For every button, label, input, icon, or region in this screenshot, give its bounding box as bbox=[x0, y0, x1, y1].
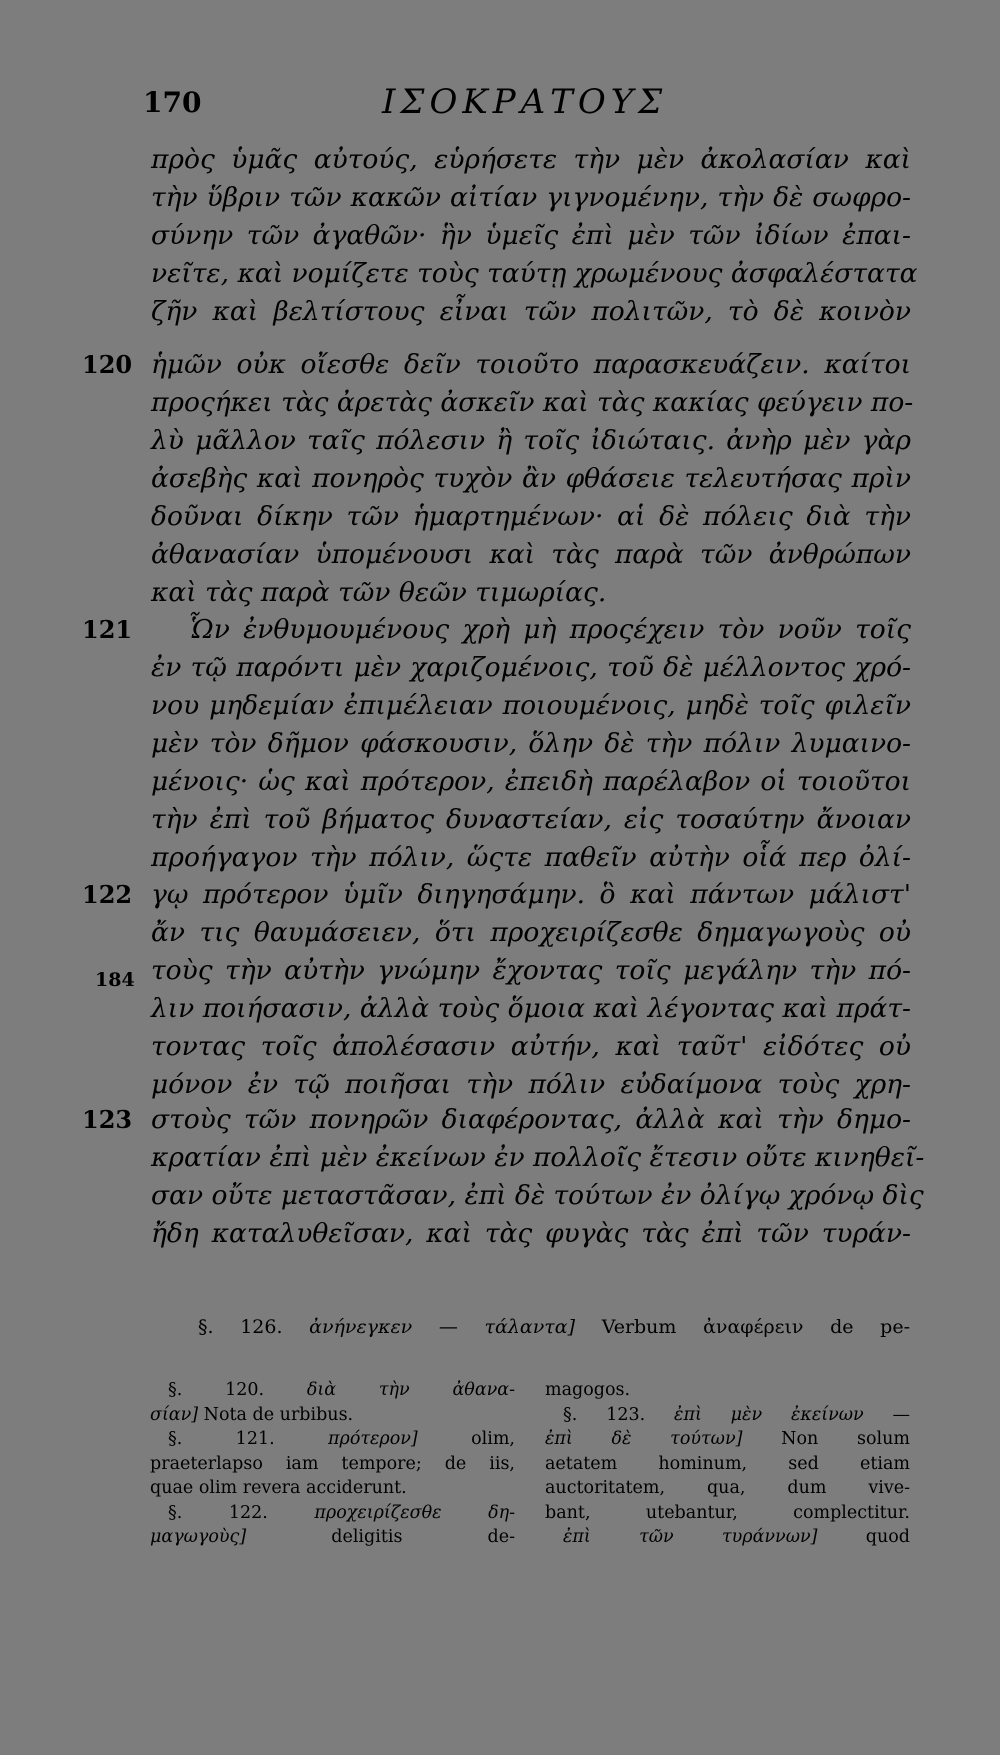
text-line: ἀθανασίαν ὑπομένουσι καὶ τὰς παρὰ τῶν ἀνθρώπων bbox=[151, 539, 911, 570]
footnote-lemma: διὰ τὴν ἀθανα- bbox=[306, 1380, 516, 1400]
text-line: δοῦναι δίκην τῶν ἡμαρτημένων· αἱ δὲ πόλεις διὰ τὴν bbox=[151, 501, 911, 532]
section-number-122: 122 bbox=[82, 880, 133, 909]
text-line: κρατίαν ἐπὶ μὲν ἐκείνων ἐν πολλοῖς ἔτεσιν οὔτε κινηθεῖ- bbox=[151, 1142, 925, 1173]
text-line: προςήκει τὰς ἀρετὰς ἀσκεῖν καὶ τὰς κακίας φεύγειν πο- bbox=[151, 387, 914, 418]
footnote-line bbox=[150, 1403, 515, 1428]
footnote-line bbox=[150, 1427, 515, 1452]
footnotes-right-column bbox=[545, 1378, 910, 1550]
footnote-ref: §. 122. bbox=[168, 1502, 268, 1523]
footnote-line: praeterlapso iam tempore; de iis, bbox=[150, 1453, 515, 1474]
page-header bbox=[0, 78, 1000, 128]
footnote-lemma: πρότερον] bbox=[328, 1429, 418, 1449]
footnote-lemma: μαγωγοὺς] bbox=[150, 1527, 247, 1547]
text-line: σαν οὔτε μεταστᾶσαν, ἐπὶ δὲ τούτων ἐν ὀλίγῳ χρόνῳ δὶς bbox=[151, 1180, 924, 1211]
text-line: ζῆν καὶ βελτίστους εἶναι τῶν πολιτῶν, τὸ δὲ κοινὸν bbox=[151, 296, 911, 327]
text-line: τὴν ἐπὶ τοῦ βήματος δυναστείαν, εἰς τοσαύτην ἄνοιαν bbox=[151, 804, 911, 835]
footnote-lemma: ἐπὶ τῶν τυράννων] bbox=[563, 1527, 818, 1547]
text-line: γῳ πρότερον ὑμῖν διηγησάμην. ὃ καὶ πάντων μάλιστ' bbox=[151, 879, 911, 910]
footnote-lemma: σίαν] bbox=[150, 1404, 199, 1425]
footnote-line: quae olim revera acciderunt. bbox=[150, 1478, 407, 1498]
footnote-text: olim, bbox=[471, 1429, 515, 1449]
text-line: ἀσεβὴς καὶ πονηρὸς τυχὸν ἂν φθάσειε τελευτήσας πρὶν bbox=[151, 463, 911, 494]
text-line: ἤδη καταλυθεῖσαν, καὶ τὰς φυγὰς τὰς ἐπὶ τῶν τυράν- bbox=[151, 1218, 911, 1249]
footnote-lemma: ἐπὶ μὲν ἐκείνων — bbox=[674, 1404, 910, 1425]
footnote-text: Verbum ἀναφέρειν de pe- bbox=[601, 1316, 910, 1338]
text-line: ἐν τῷ παρόντι μὲν χαριζομένοις, τοῦ δὲ μέλλοντος χρό- bbox=[151, 652, 911, 683]
footnote-line bbox=[150, 1378, 515, 1403]
text-line: πρὸς ὑμᾶς αὐτούς, εὑρήσετε τὴν μὲν ἀκολασίαν καὶ bbox=[151, 144, 911, 175]
footnote-lemma: προχειρίζεσθε δη- bbox=[314, 1502, 515, 1523]
text-line: νου μηδεμίαν ἐπιμέλειαν ποιουμένοις, μηδὲ τοῖς φιλεῖν bbox=[151, 690, 911, 721]
text-line: νεῖτε, καὶ νομίζετε τοὺς ταύτῃ χρωμένους ἀσφαλέστατα bbox=[151, 258, 918, 289]
footnote-text: deligitis de- bbox=[331, 1527, 515, 1547]
text-line: ἡμῶν οὐκ οἴεσθε δεῖν τοιοῦτο παρασκευάζειν. καίτοι bbox=[151, 349, 911, 380]
footnote-ref: §. 120. bbox=[168, 1380, 265, 1400]
footnote-line: magogos. bbox=[545, 1380, 631, 1400]
text-line: Ὧν ἐνθυμουμένους χρὴ μὴ προςέχειν τὸν νοῦν τοῖς bbox=[188, 614, 911, 645]
text-line: λὺ μᾶλλον ταῖς πόλεσιν ἢ τοῖς ἰδιώταις. ἀνὴρ μὲν γὰρ bbox=[151, 425, 911, 456]
text-line: λιν ποιήσασιν, ἀλλὰ τοὺς ὅμοια καὶ λέγοντας καὶ πράτ- bbox=[151, 993, 911, 1024]
footnote-ref: §. 123. bbox=[563, 1404, 646, 1425]
footnote-ref: §. 126. bbox=[198, 1316, 283, 1338]
text-line: μὲν τὸν δῆμον φάσκουσιν, ὅλην δὲ τὴν πόλιν λυμαινο- bbox=[151, 728, 911, 759]
footnote-text: Non solum bbox=[781, 1429, 910, 1449]
footnote-line bbox=[150, 1525, 515, 1550]
footnote-line bbox=[545, 1427, 910, 1452]
text-line: στοὺς τῶν πονηρῶν διαφέροντας, ἀλλὰ καὶ τὴν δημο- bbox=[151, 1104, 911, 1135]
page-reference-184: 184 bbox=[95, 969, 135, 991]
footnote-text: Nota de urbibus. bbox=[203, 1404, 354, 1425]
footnote-ref: §. 121. bbox=[168, 1429, 275, 1449]
text-line: μένοις· ὡς καὶ πρότερον, ἐπειδὴ παρέλαβον οἱ τοιοῦτοι bbox=[151, 766, 911, 797]
text-line: μόνον ἐν τῷ ποιῆσαι τὴν πόλιν εὐδαίμονα τοὺς χρη- bbox=[151, 1069, 911, 1100]
text-line: ἄν τις θαυμάσειεν, ὅτι προχειρίζεσθε δημαγωγοὺς οὐ bbox=[151, 917, 911, 948]
footnote-line: auctoritatem, qua, dum vive- bbox=[545, 1478, 910, 1498]
section-number-120: 120 bbox=[82, 350, 133, 379]
footnote-line bbox=[150, 1501, 515, 1526]
footnote-line bbox=[545, 1403, 910, 1428]
text-line: καὶ τὰς παρὰ τῶν θεῶν τιμωρίας. bbox=[151, 577, 607, 608]
footnote-line bbox=[545, 1525, 910, 1550]
running-title: ΙΣΟΚΡΑΤΟΥΣ bbox=[382, 82, 668, 122]
footnote-lemma: ἀνήνεγκεν — τάλαντα] bbox=[309, 1316, 576, 1338]
text-line: τοντας τοῖς ἀπολέσασιν αὐτήν, καὶ ταῦτ' εἰδότες οὐ bbox=[151, 1031, 911, 1062]
text-line: τὴν ὕβριν τῶν κακῶν αἰτίαν γιγνομένην, τὴν δὲ σωφρο- bbox=[151, 182, 911, 213]
text-line: προήγαγον τὴν πόλιν, ὥςτε παθεῖν αὐτὴν οἷά περ ὀλί- bbox=[151, 842, 911, 873]
footnote-line: bant, utebantur, complectitur. bbox=[545, 1502, 910, 1523]
page-number: 170 bbox=[143, 86, 202, 119]
text-line: τοὺς τὴν αὐτὴν γνώμην ἔχοντας τοῖς μεγάλην τὴν πό- bbox=[151, 955, 911, 986]
footnote-text: quod bbox=[865, 1527, 910, 1547]
footnote-126 bbox=[198, 1312, 910, 1342]
text-line: σύνην τῶν ἀγαθῶν· ἣν ὑμεῖς ἐπὶ μὲν τῶν ἰδίων ἐπαι- bbox=[151, 220, 911, 251]
footnotes-left-column bbox=[150, 1378, 515, 1550]
section-number-123: 123 bbox=[82, 1105, 133, 1134]
section-number-121: 121 bbox=[82, 615, 133, 644]
footnote-line: aetatem hominum, sed etiam bbox=[545, 1453, 910, 1474]
footnote-lemma: ἐπὶ δὲ τούτων] bbox=[545, 1429, 743, 1449]
